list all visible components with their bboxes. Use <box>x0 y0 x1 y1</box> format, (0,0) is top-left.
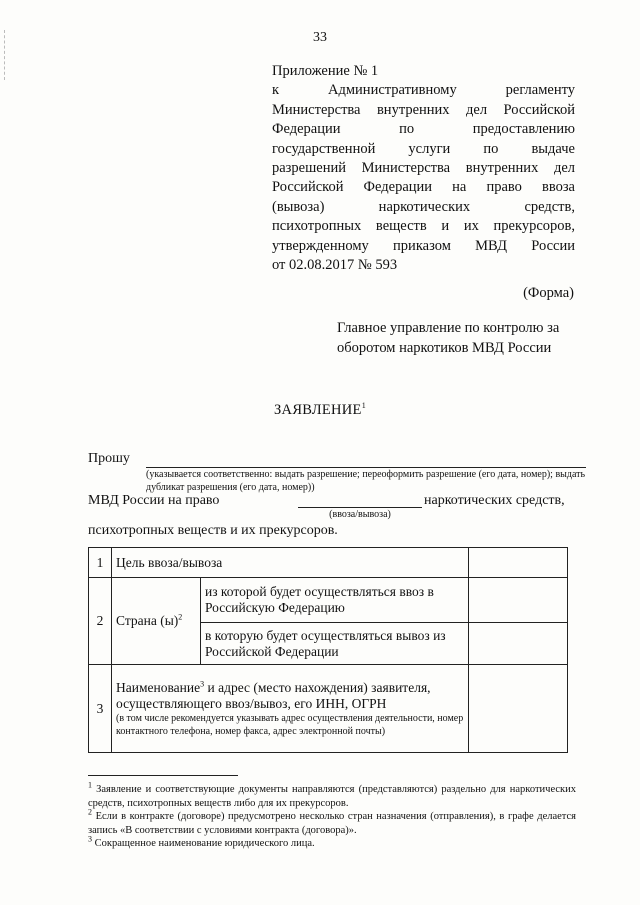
row-number: 1 <box>89 548 112 578</box>
appendix-line: утвержденному приказом МВД России <box>272 237 575 254</box>
footnote-text: Сокращенное наименование юридического лица. <box>92 838 315 849</box>
table-row <box>89 665 568 753</box>
prosh-label: Прошу <box>88 451 130 466</box>
appendix-line: Российской Федерации на право ввоза <box>272 179 575 196</box>
appendix-line: Министерства внутренних дел Российской <box>272 101 575 118</box>
appendix-line: (вывоза) наркотических средств, <box>272 198 575 215</box>
row-label-purpose: Цель ввоза/вывоза <box>112 548 469 578</box>
appendix-line: Федерации по предоставлению <box>272 121 575 138</box>
psychotropic-label: психотропных веществ и их прекурсоров. <box>88 523 338 538</box>
country-export-label: в которую будет осуществляться вывоз из Российской Федерации <box>201 623 469 665</box>
appendix-line: государственной услуги по выдаче <box>272 140 575 157</box>
appendix-line: разрешений Министерства внутренних дел <box>272 160 575 177</box>
country-import-label: из которой будет осуществляться ввоз в Российскую Федерацию <box>201 578 469 623</box>
row-number: 2 <box>89 578 112 665</box>
footnote-divider <box>88 775 238 776</box>
country-label-text: Страна (ы) <box>116 613 179 628</box>
appendix-line: к Административному регламенту <box>272 82 575 99</box>
vvoz-hint: (ввоза/вывоза) <box>329 509 391 520</box>
footnotes <box>88 780 576 851</box>
row-label-applicant <box>112 665 469 753</box>
appendix-line: от 02.08.2017 № 593 <box>272 257 398 274</box>
request-hint: (указывается соответственно: выдать разрешение; переоформить разрешение (его дата, номер); выдать дубликат разрешения (его дата, номер)) <box>146 469 586 493</box>
mvd-right-label: МВД России на право <box>88 493 220 508</box>
addressee-line: Главное управление по контролю за <box>337 320 560 336</box>
footnote-number: 1 <box>88 780 92 790</box>
value-cell-import-country[interactable] <box>469 578 568 623</box>
value-cell-applicant[interactable] <box>469 665 568 753</box>
footnote-text: Если в контракте (договоре) предусмотрено несколько стран назначения (отправления), в графе делается запись «В соответствии с условиями контракта (договора)». <box>88 811 576 836</box>
addressee-line: оборотом наркотиков МВД России <box>337 340 552 356</box>
applicant-label-a: Наименование <box>116 679 201 695</box>
appendix-block <box>272 62 575 275</box>
application-table <box>88 547 568 753</box>
footnote <box>88 834 576 851</box>
row-number: 3 <box>89 665 112 753</box>
applicant-label-b: и адрес (место нахождения) заявителя, осуществляющего ввоз/вывоз, его ИНН, ОГРН <box>116 679 431 711</box>
footnote-ref: 2 <box>178 612 183 622</box>
page-number: 33 <box>313 30 327 45</box>
footnote-text: Заявление и соответствующие документы направляются (представляются) раздельно для наркотических средств, психотропных веществ либо для их прекурсоров. <box>88 784 576 809</box>
applicant-hint: (в том числе рекомендуется указывать адрес осуществления деятельности, номер контактного телефона, номер факса, адрес электронной почты) <box>116 712 464 737</box>
narcotics-label: наркотических средств, <box>424 493 565 508</box>
table-row <box>89 578 568 623</box>
value-cell-export-country[interactable] <box>469 623 568 665</box>
applicant-label <box>116 680 464 712</box>
document-title <box>0 402 640 419</box>
footnote <box>88 780 576 810</box>
appendix-heading: Приложение № 1 <box>272 63 379 79</box>
value-cell-purpose[interactable] <box>469 548 568 578</box>
footnote <box>88 807 576 837</box>
footnote-number: 3 <box>88 834 92 844</box>
footnote-ref: 3 <box>200 679 205 688</box>
title-text: ЗАЯВЛЕНИЕ <box>273 402 362 418</box>
row-label-country <box>112 578 201 665</box>
form-label: (Форма) <box>523 285 574 301</box>
footnote-ref: 1 <box>361 401 367 411</box>
table-row <box>89 548 568 578</box>
addressee <box>337 318 587 358</box>
footnote-number: 2 <box>88 807 92 817</box>
appendix-line: психотропных веществ и их прекурсоров, <box>272 218 575 235</box>
